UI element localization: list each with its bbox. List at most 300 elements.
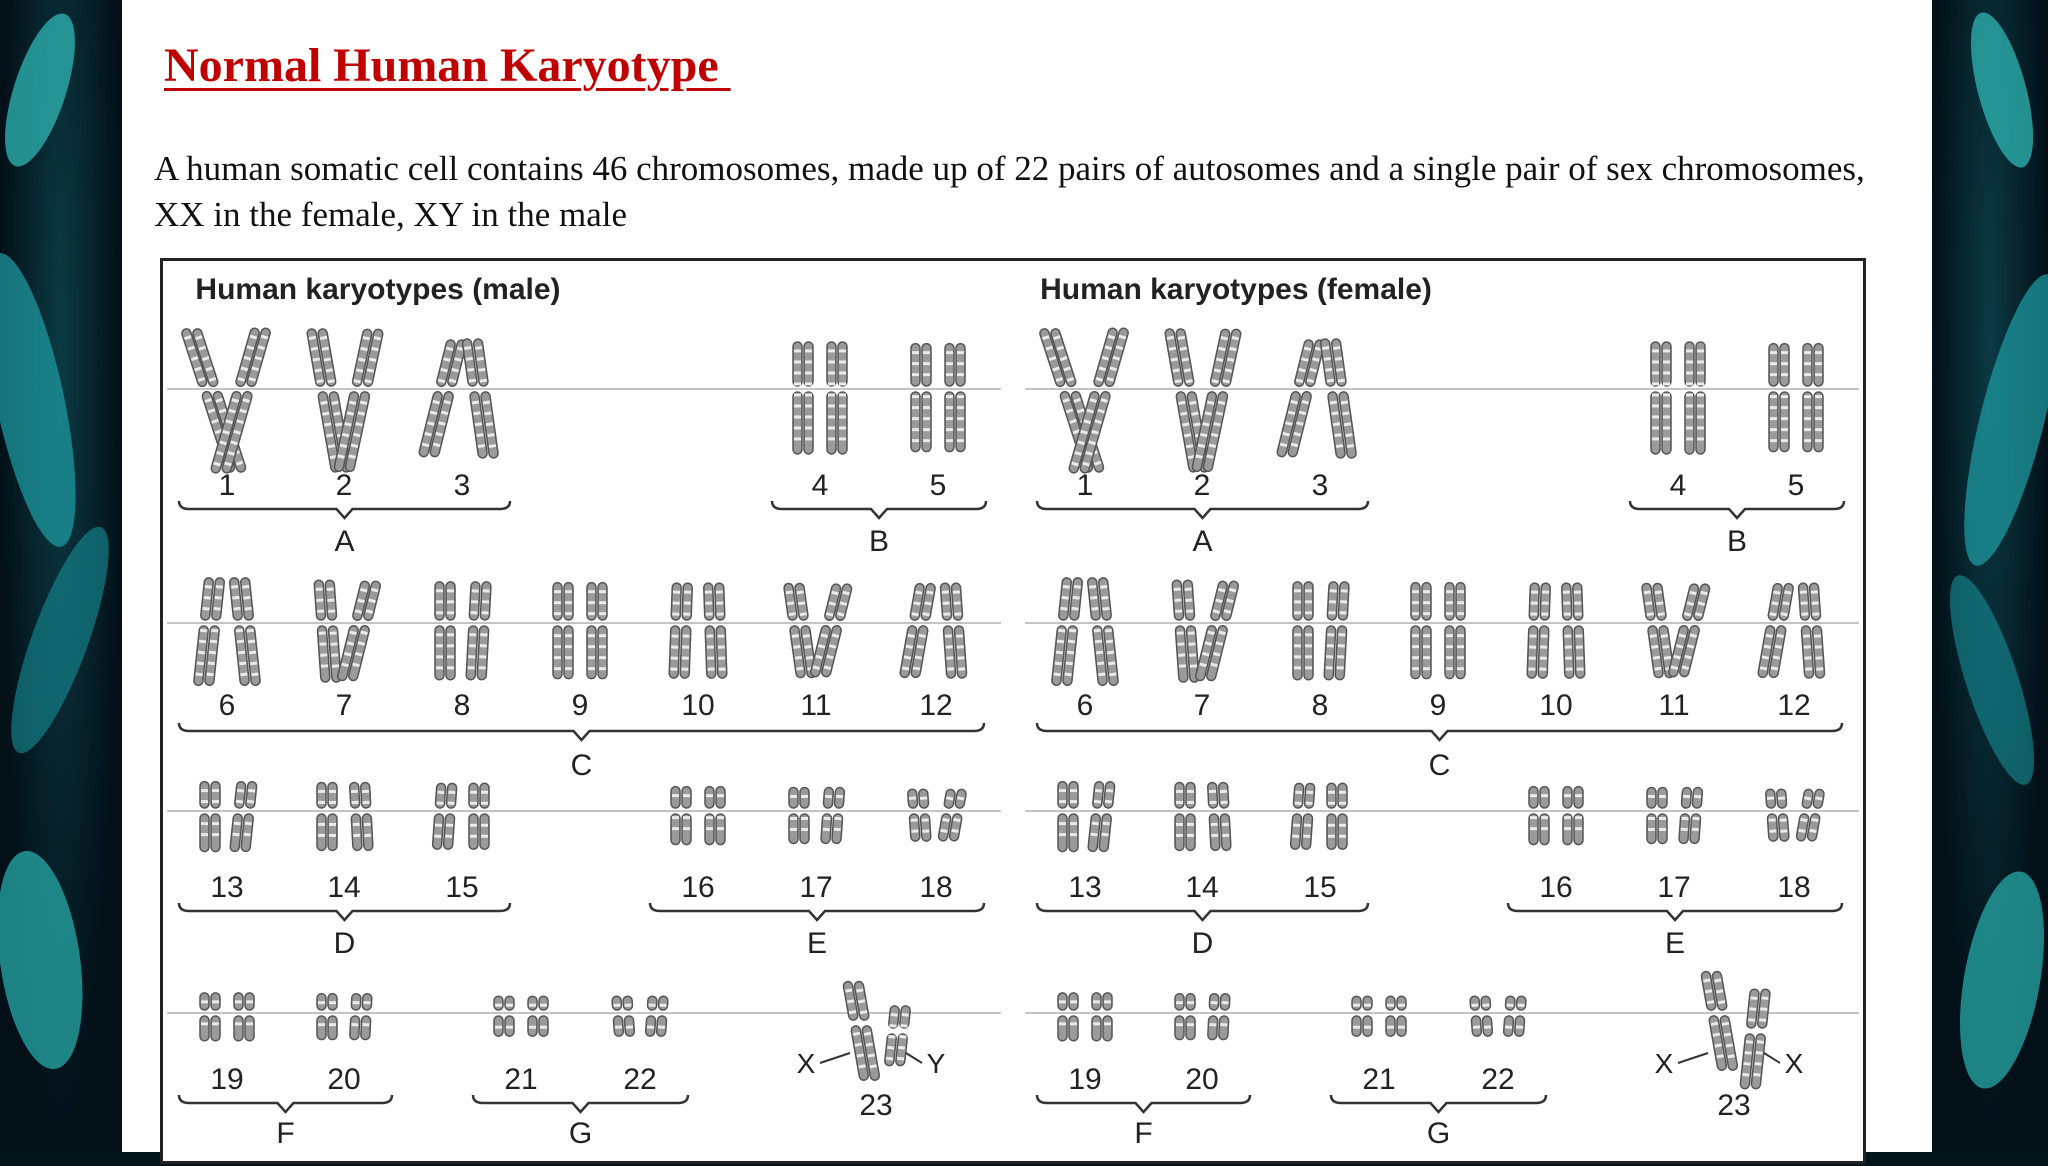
chromosome-pair-13: [200, 781, 257, 852]
chromatid-band: [1105, 801, 1112, 802]
chromatid-band: [344, 653, 351, 655]
chromatid-q-arm: [1685, 392, 1694, 454]
chromatid-band: [335, 424, 342, 425]
group-F-label: F: [1134, 1117, 1152, 1150]
chromatid-band: [1095, 641, 1102, 642]
chromatid-band: [350, 632, 357, 634]
chromatid-band: [1772, 603, 1779, 604]
chromatid-band: [374, 338, 381, 339]
chromatid-band: [1218, 589, 1225, 591]
chromatid-band: [952, 830, 959, 831]
chromatid-band: [243, 400, 250, 402]
chromatid-band: [1191, 413, 1198, 414]
chromosome-number-9: 9: [572, 689, 589, 722]
chromatid-band: [473, 413, 480, 414]
chromatid-band: [1089, 442, 1096, 444]
chromatid-band: [891, 1015, 898, 1016]
chromatid-band: [1775, 646, 1782, 647]
chromosome-pair-22: [612, 996, 668, 1037]
chromatid-band: [345, 424, 352, 425]
chromatid-band: [234, 608, 241, 609]
chromatid-band: [1766, 635, 1773, 636]
chromatid-q-arm: [1058, 1016, 1067, 1041]
chromatid-band: [1208, 632, 1215, 634]
chromatid-band: [901, 1025, 908, 1026]
chromatid-band: [1098, 674, 1105, 675]
chromatid-band: [1089, 586, 1096, 587]
chromatid-band: [472, 402, 479, 403]
chromatid-band: [1095, 421, 1102, 423]
group-B-label: B: [1727, 525, 1747, 558]
chromatid-band: [902, 1015, 909, 1016]
chromatid-band: [188, 347, 195, 349]
chromatid-band: [906, 646, 913, 647]
chromatid: [505, 996, 514, 1036]
chromatid-band: [800, 614, 807, 615]
chromatid-band: [488, 435, 495, 436]
chromatid: [350, 782, 363, 850]
chromatid: [1540, 787, 1549, 845]
chromosome-number-12: 12: [1777, 689, 1810, 722]
chromatid-p-arm: [245, 781, 257, 808]
group-A-label: A: [1192, 525, 1212, 558]
chromatid-q-arm: [1103, 1016, 1112, 1041]
chromatid: [1503, 996, 1515, 1037]
chromosome-pair-15: [432, 783, 489, 849]
chromatid-band: [467, 369, 474, 370]
chromatid-band: [353, 664, 360, 666]
chromatid: [1776, 789, 1789, 842]
chromatid-band: [240, 410, 247, 412]
chromatid-p-arm: [1481, 996, 1491, 1010]
chromatid-band: [438, 380, 445, 382]
chromatid-band: [358, 413, 365, 414]
chromatid-band: [1096, 378, 1103, 380]
chromatid-q-arm: [827, 392, 836, 454]
chromatid-band: [239, 663, 246, 664]
chromatid: [1293, 582, 1302, 680]
chromatid-band: [941, 830, 948, 831]
chromatid-band: [1760, 1009, 1767, 1010]
chromatid-band: [1054, 674, 1061, 675]
chromatid: [656, 996, 668, 1037]
chromatid-band: [205, 399, 212, 401]
chromatid-q-arm: [553, 626, 562, 679]
chromatid-band: [919, 635, 926, 636]
chromatid-band: [1066, 410, 1073, 412]
chromatid-band: [1214, 370, 1221, 371]
chromatid-band: [328, 446, 335, 447]
chromatid-band: [371, 589, 378, 591]
chromatid-band: [913, 668, 920, 669]
chromosome-pair-13: [1058, 781, 1115, 852]
chromosome-pair-11: [1641, 583, 1710, 678]
chromatid-q-arm: [200, 814, 209, 852]
chromatid-band: [464, 348, 471, 349]
chromatid-band: [1219, 348, 1226, 349]
chromatid-band: [915, 657, 922, 658]
chromatid-band: [1107, 652, 1114, 653]
chromatid-q-arm: [1186, 1016, 1195, 1040]
chromatid-band: [1203, 424, 1210, 425]
chromatid-q-arm: [1456, 626, 1465, 679]
chromatid-q-arm: [1186, 814, 1195, 850]
chromatid-band: [1804, 798, 1811, 799]
chromatid-q-arm: [211, 814, 220, 852]
chromatid-band: [1679, 635, 1686, 637]
sex-label-pointer: [820, 1053, 850, 1063]
chromatid-band: [478, 446, 485, 447]
chromatid-band: [1322, 348, 1329, 349]
chromatid-band: [1299, 369, 1306, 371]
chromatid-band: [1094, 462, 1101, 464]
chromatid-band: [1770, 614, 1777, 615]
chromatid-p-arm: [1208, 782, 1218, 808]
chromatid-band: [1090, 597, 1097, 598]
chromatid-band: [786, 592, 793, 593]
chromatid-p-arm: [623, 996, 633, 1010]
chromatid-band: [245, 823, 252, 824]
chromatid-q-arm: [480, 814, 489, 849]
chromatid: [200, 993, 209, 1041]
chromatid-band: [247, 347, 254, 349]
chromosome-number-9: 9: [1430, 689, 1447, 722]
chromatid-band: [1327, 380, 1334, 381]
chromatid-p-arm: [827, 342, 836, 386]
chromatid-band: [1800, 819, 1807, 820]
chromatid-q-arm: [1220, 814, 1231, 851]
chromatid-q-arm: [234, 1016, 243, 1041]
chromatid-q-arm: [361, 1016, 371, 1040]
chromatid-band: [1671, 667, 1678, 669]
chromatid-band: [1108, 663, 1115, 664]
chromosome-number-13: 13: [1068, 871, 1101, 904]
chromatid-band: [1662, 646, 1669, 647]
chromosome-pair-1: [181, 327, 271, 474]
chromatid-band: [338, 456, 345, 457]
chromosome-pair-19: [200, 993, 254, 1041]
chromatid: [1208, 782, 1221, 850]
chromatid-band: [1344, 424, 1351, 425]
chromatid-band: [475, 348, 482, 349]
chromatid-band: [1182, 359, 1189, 360]
chromatid-band: [1655, 592, 1662, 593]
group-B-brace: [772, 501, 986, 518]
chromatid: [1397, 996, 1406, 1036]
chromatid-band: [1707, 1002, 1714, 1003]
chromatid-band: [315, 370, 322, 371]
chromatid: [1058, 782, 1067, 852]
chromatid-band: [446, 348, 453, 350]
chromatid-band: [207, 674, 214, 675]
chromatid-q-arm: [564, 626, 573, 679]
chromatid-band: [832, 592, 839, 594]
chromatid-band: [208, 663, 215, 664]
chromatid: [1058, 993, 1067, 1041]
chromatid-band: [206, 368, 213, 370]
chromatid-band: [1781, 614, 1788, 615]
chromatid-band: [313, 359, 320, 360]
chromatid-band: [342, 434, 349, 435]
chromatid-band: [1083, 463, 1090, 465]
chromatid-band: [1196, 456, 1203, 457]
chromatid-band: [1716, 991, 1723, 992]
chromatid-band: [926, 592, 933, 593]
chromatid-q-arm: [911, 392, 920, 452]
chromatid-p-arm: [612, 996, 622, 1010]
chromatid: [1103, 993, 1112, 1041]
chromatid-band: [1072, 608, 1079, 609]
chromatid-band: [480, 380, 487, 381]
chromatid-q-arm: [1767, 814, 1778, 842]
chromatid-p-arm: [647, 996, 657, 1010]
chromatid: [328, 994, 337, 1040]
chromatid-band: [1179, 402, 1186, 403]
chromosome-pair-17: [789, 787, 845, 843]
chromatid-band: [1230, 348, 1237, 349]
chromatid-band: [1207, 402, 1214, 403]
chromatid: [1327, 783, 1336, 849]
chromatid-band: [1746, 1042, 1753, 1043]
chromatid: [671, 787, 680, 845]
chromatid-band: [1202, 653, 1209, 655]
chromatid: [956, 344, 965, 452]
sex-chromosome-label-1: X: [1655, 1048, 1674, 1079]
chromatid-band: [1094, 801, 1101, 802]
chromatid-band: [829, 646, 836, 648]
chromatid-band: [1777, 635, 1784, 636]
chromosome-pair-5: [1769, 344, 1823, 452]
chromatid-band: [1285, 423, 1292, 425]
chromatid-band: [1198, 445, 1205, 446]
chromatid-band: [250, 663, 257, 664]
chromatid-p-arm: [505, 996, 514, 1010]
chromatid-p-arm: [705, 787, 714, 808]
chromatid-band: [1175, 381, 1182, 382]
chromatid-band: [1097, 663, 1104, 664]
chromatid-band: [1103, 608, 1110, 609]
chromosome-number-18: 18: [1777, 871, 1810, 904]
chromatid-p-arm: [1470, 996, 1480, 1010]
chromatid-band: [236, 462, 243, 464]
chromatid-band: [1718, 1002, 1725, 1003]
chromatid-band: [208, 410, 215, 412]
chromatid-band: [857, 1055, 864, 1056]
chromatid-p-arm: [1529, 787, 1538, 808]
chromatid-q-arm: [1092, 1016, 1101, 1041]
chromatid: [1529, 787, 1538, 845]
chromatid-band: [430, 412, 437, 414]
group-A-brace: [179, 501, 510, 518]
chromatid-band: [1205, 643, 1212, 645]
chromatid-band: [1067, 378, 1074, 380]
chromatid-band: [1108, 336, 1115, 338]
chromatid-band: [1211, 664, 1218, 666]
chromatid-band: [249, 652, 256, 653]
chromatid-band: [245, 608, 252, 609]
sex-label-pointer: [1678, 1053, 1708, 1063]
chromatid: [716, 787, 725, 845]
chromosome-number-19: 19: [210, 1063, 243, 1096]
sex-label-pointer: [906, 1053, 922, 1063]
chromatid: [317, 994, 326, 1040]
chromatid-q-arm: [945, 392, 954, 452]
chromatid-band: [923, 614, 930, 615]
chromatid-band: [369, 359, 376, 360]
chromatid-band: [847, 1001, 854, 1002]
chromatid-band: [1092, 823, 1099, 824]
chromatid-band: [1714, 980, 1721, 981]
chromatid-p-arm: [1069, 782, 1078, 808]
chromatid-band: [1042, 337, 1049, 339]
chromatid-band: [1705, 991, 1712, 992]
chromatid-q-arm: [317, 814, 326, 850]
chromatid-band: [355, 611, 362, 613]
chromatid-band: [422, 444, 429, 446]
chromatid-q-arm: [1209, 814, 1220, 851]
chromatid-band: [212, 420, 219, 422]
chromatid-band: [827, 656, 834, 658]
chromatid-band: [795, 657, 802, 658]
chromatid-p-arm: [1103, 781, 1115, 808]
chromatid-q-arm: [1338, 814, 1347, 849]
group-F-brace: [179, 1095, 392, 1112]
chromatid: [918, 789, 931, 842]
chromatid-band: [197, 663, 204, 664]
chromatid-band: [813, 667, 820, 669]
chromatid-band: [454, 359, 461, 361]
chromatid-band: [1299, 412, 1306, 414]
chromatid: [1422, 583, 1431, 679]
chromatid-p-arm: [1574, 787, 1583, 808]
chromosome-number-2: 2: [336, 469, 353, 502]
chromosome-pair-23: [843, 981, 911, 1081]
chromatid-band: [1283, 433, 1290, 435]
chromatid-band: [1070, 420, 1077, 422]
chromatid-p-arm: [1397, 996, 1406, 1010]
chromosome-number-2: 2: [1194, 469, 1211, 502]
chromosome-number-11: 11: [800, 689, 831, 722]
chromatid: [945, 344, 954, 452]
chromatid: [911, 344, 920, 452]
chromatid: [211, 782, 220, 852]
chromatid-band: [217, 452, 224, 454]
chromatid: [446, 582, 455, 680]
chromatid-band: [328, 381, 335, 382]
chromatid-band: [1748, 1020, 1755, 1021]
chromatid-band: [1771, 668, 1778, 669]
chromatid-band: [226, 421, 233, 423]
chromatid-q-arm: [1069, 1016, 1078, 1041]
chromatid-band: [1755, 1063, 1762, 1064]
chromatid-band: [806, 657, 813, 658]
chromosome-pair-10: [669, 583, 727, 678]
chromatid-band: [1224, 611, 1231, 613]
chromatid-band: [1182, 424, 1189, 425]
chromatid: [800, 787, 809, 843]
chromatid-band: [361, 348, 368, 349]
chromatid-band: [320, 337, 327, 338]
chromatid: [245, 993, 254, 1041]
chromatid-band: [1074, 586, 1081, 587]
chromatid-band: [369, 600, 376, 602]
chromatid-band: [1674, 656, 1681, 658]
chromatid-band: [1057, 641, 1064, 642]
chromatid-band: [796, 668, 803, 669]
right-decorative-border: [1932, 0, 2048, 1152]
chromatid-band: [233, 834, 240, 835]
chromatid-band: [1651, 646, 1658, 647]
chromatid: [361, 782, 374, 850]
chromatid: [1175, 994, 1184, 1040]
chromatid-band: [1664, 657, 1671, 658]
chromatid-band: [1100, 586, 1107, 587]
chromatid-band: [372, 348, 379, 349]
chromatid: [1069, 782, 1078, 852]
chromatid-q-arm: [1696, 392, 1705, 454]
group-G-label: G: [569, 1117, 592, 1150]
group-G-brace: [1331, 1095, 1546, 1112]
chromatid-q-arm: [443, 814, 454, 850]
chromatid-band: [1207, 456, 1214, 457]
chromosome-number-6: 6: [1077, 689, 1094, 722]
chromatid-band: [436, 433, 443, 435]
chromatid-band: [1056, 652, 1063, 653]
chromatid-band: [1098, 410, 1105, 412]
chromatid-band: [853, 1033, 860, 1034]
chromatid: [564, 583, 573, 679]
chromatid-band: [214, 463, 221, 465]
chromatid-band: [477, 435, 484, 436]
chromatid-q-arm: [598, 626, 607, 679]
group-A-label: A: [334, 525, 354, 558]
dna-decoration-icon: [0, 0, 122, 1152]
chromatid: [1456, 583, 1465, 679]
group-D-label: D: [334, 927, 356, 960]
chromatid-q-arm: [1327, 814, 1336, 849]
chromatid-band: [1065, 674, 1072, 675]
chromatid-band: [942, 819, 949, 820]
chromatid-band: [858, 1001, 865, 1002]
chromatid-band: [231, 442, 238, 444]
chromatid-q-arm: [1422, 626, 1431, 679]
chromosome-pair-22: [1470, 996, 1526, 1037]
chromatid-band: [478, 369, 485, 370]
chromatid-q-arm: [1301, 814, 1312, 850]
chromatid-band: [475, 424, 482, 425]
chromatid-band: [261, 336, 268, 338]
chromosome-number-22: 22: [623, 1063, 656, 1096]
chromatid-band: [363, 338, 370, 339]
chromatid-band: [1784, 592, 1791, 593]
chromosome-number-21: 21: [504, 1063, 537, 1096]
chromatid-band: [483, 402, 490, 403]
chromatid-band: [1218, 402, 1225, 403]
chromatid: [907, 789, 920, 842]
chromatid: [1651, 342, 1660, 454]
chromosome-pair-18: [1765, 789, 1824, 842]
chromatid: [827, 342, 836, 454]
chromatid-band: [1227, 600, 1234, 602]
group-D-label: D: [1192, 927, 1214, 960]
chromatid-band: [1661, 635, 1668, 636]
chromosome-pair-3: [1276, 338, 1356, 458]
chromatid-band: [1687, 646, 1694, 648]
chromatid: [1562, 583, 1574, 678]
chromatid: [680, 583, 692, 678]
chromatid-band: [198, 378, 205, 380]
chromatid-band: [843, 592, 850, 594]
